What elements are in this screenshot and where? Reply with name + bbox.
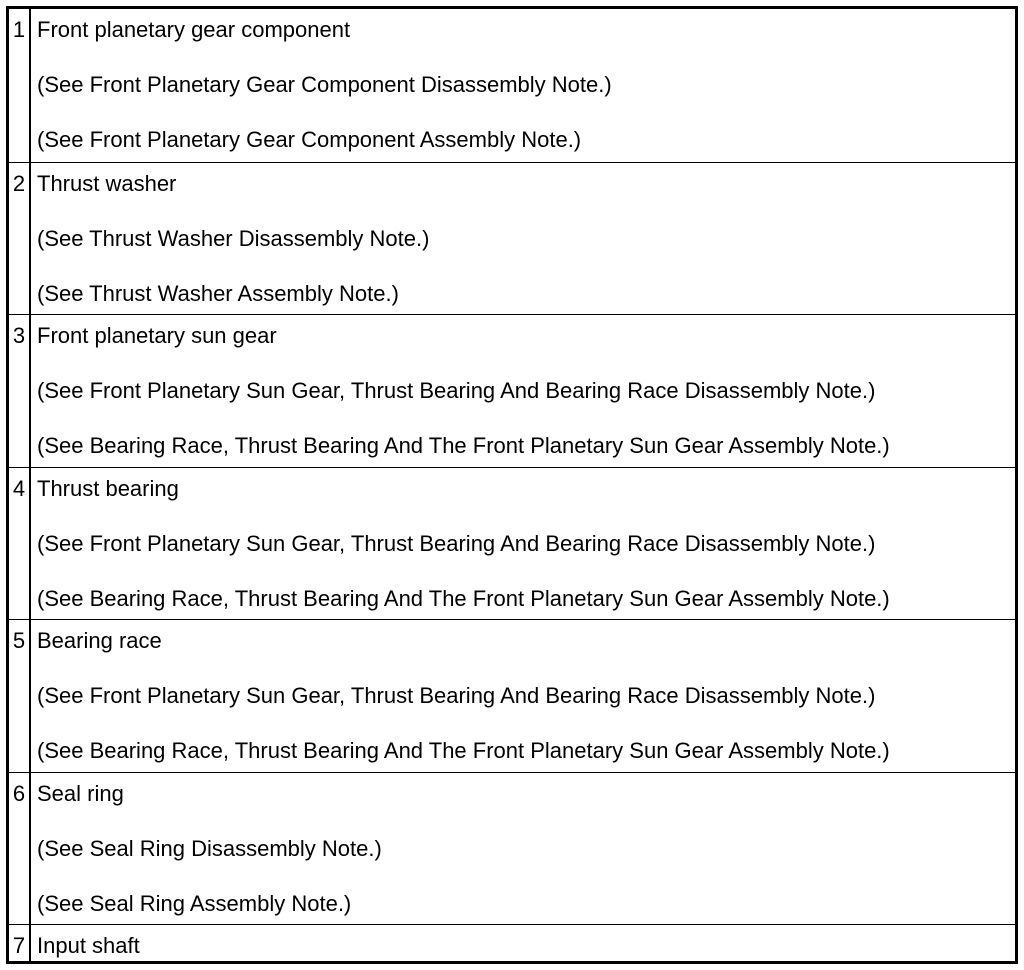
item-number: 2: [9, 163, 31, 315]
item-description: [31, 9, 1015, 162]
assembly-note-link[interactable]: (See Bearing Race, Thrust Bearing And The Front Planetary Sun Gear Assembly Note.): [37, 738, 890, 763]
part-name: Front planetary gear component: [37, 17, 351, 42]
item-description: [31, 315, 1015, 467]
table-row: [9, 162, 1015, 315]
disassembly-note-link[interactable]: (See Front Planetary Sun Gear, Thrust Bearing And Bearing Race Disassembly Note.): [37, 378, 876, 403]
assembly-note-link[interactable]: (See Seal Ring Assembly Note.): [37, 890, 352, 916]
item-number: 7: [9, 925, 31, 961]
table-row: [9, 924, 1015, 961]
assembly-note-link[interactable]: (See Bearing Race, Thrust Bearing And The Front Planetary Sun Gear Assembly Note.): [37, 433, 890, 458]
item-description: [31, 468, 1015, 620]
disassembly-note-link[interactable]: (See Front Planetary Sun Gear, Thrust Bearing And Bearing Race Disassembly Note.): [37, 683, 876, 708]
disassembly-note-link[interactable]: (See Front Planetary Sun Gear, Thrust Bearing And Bearing Race Disassembly Note.): [37, 530, 876, 556]
disassembly-note-link[interactable]: (See Thrust Washer Disassembly Note.): [37, 225, 430, 251]
assembly-note-link[interactable]: (See Front Planetary Gear Component Assembly Note.): [37, 127, 582, 152]
item-number: 3: [9, 315, 31, 467]
table-row: [9, 314, 1015, 467]
part-name: Front planetary sun gear: [37, 323, 277, 348]
table-row: [9, 619, 1015, 772]
item-description: [31, 773, 1015, 925]
assembly-note-link[interactable]: (See Bearing Race, Thrust Bearing And The Front Planetary Sun Gear Assembly Note.): [37, 585, 890, 611]
item-description: [31, 163, 1015, 315]
item-number: 5: [9, 620, 31, 772]
parts-table: [6, 6, 1018, 964]
item-description: [31, 620, 1015, 772]
disassembly-note-link[interactable]: (See Front Planetary Gear Component Disassembly Note.): [37, 72, 612, 97]
part-name: Thrust washer: [37, 170, 177, 196]
part-name: Thrust bearing: [37, 475, 179, 501]
table-row: [9, 772, 1015, 925]
table-row: [9, 9, 1015, 162]
item-number: 6: [9, 773, 31, 925]
assembly-note-link[interactable]: (See Thrust Washer Assembly Note.): [37, 280, 399, 306]
item-number: 4: [9, 468, 31, 620]
part-name: Input shaft: [37, 933, 140, 958]
item-number: 1: [9, 9, 31, 162]
part-name: Seal ring: [37, 780, 124, 806]
table-row: [9, 467, 1015, 620]
disassembly-note-link[interactable]: (See Seal Ring Disassembly Note.): [37, 835, 382, 861]
part-name: Bearing race: [37, 628, 162, 653]
item-description: [31, 925, 1015, 961]
